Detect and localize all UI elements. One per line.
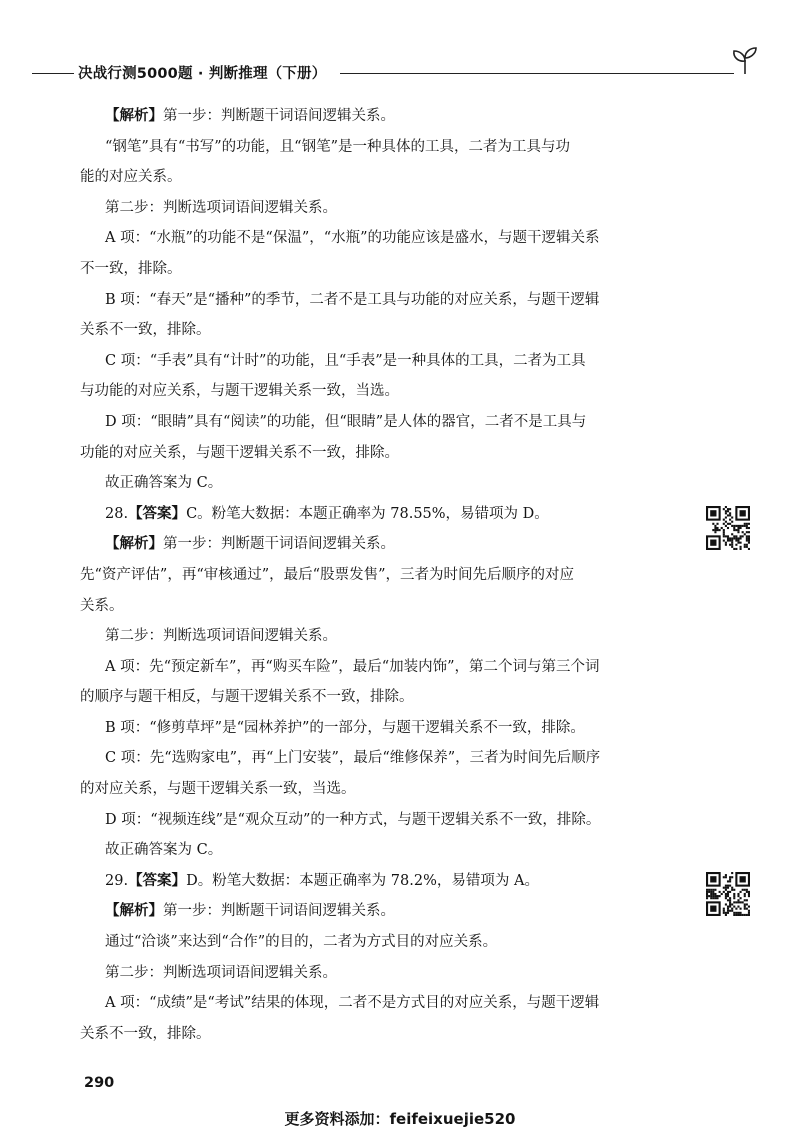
line-text: 第一步：判断题干词语间逻辑关系。: [163, 108, 395, 124]
text-line: [80, 101, 678, 132]
section-tag: 【答案】: [128, 872, 187, 889]
footer-note: 更多资料添加：feifeixuejie520: [284, 1110, 516, 1128]
section-tag: 【解析】: [105, 903, 163, 920]
text-line: [80, 743, 678, 774]
text-line: [80, 988, 678, 1019]
text-line: [80, 835, 678, 866]
line-text: B 项：“修剪草坪”是“园林养护”的一部分，与题干逻辑关系不一致，排除。: [105, 719, 585, 736]
line-text: 不一致，排除。: [80, 260, 182, 277]
line-text: 故正确答案为 C。: [105, 475, 223, 492]
line-text: 功能的对应关系，与题干逻辑关系不一致，排除。: [80, 444, 399, 461]
line-text: 的顺序与题干相反，与题干逻辑关系不一致，排除。: [80, 689, 414, 706]
line-text: A 项：“成绩”是“考试”结果的体现，二者不是方式目的对应关系，与题干逻辑: [105, 995, 600, 1012]
text-line: [80, 407, 678, 438]
line-text: 关系不一致，排除。: [80, 322, 211, 339]
text-line: [80, 652, 678, 683]
qr-code-icon: [706, 872, 750, 916]
running-header: [32, 60, 762, 90]
page-number: 290: [84, 1075, 115, 1091]
text-line: [80, 682, 678, 713]
header-rule-left: [32, 73, 74, 74]
sprout-icon: [728, 44, 762, 78]
line-text: 先“资产评估”，再“审核通过”，最后“股票发售”，三者为时间先后顺序的对应: [80, 566, 574, 583]
text-line: [80, 560, 678, 591]
text-line: [80, 958, 678, 989]
line-text: 故正确答案为 C。: [105, 842, 223, 859]
book-title: 决战行测5000题 · 判断推理（下册）: [78, 66, 327, 82]
text-line: [80, 223, 678, 254]
line-text: C 项：“手表”具有“计时”的功能，且“手表”是一种具体的工具，二者为工具: [105, 352, 586, 369]
page-body: [80, 101, 678, 1049]
text-line: [80, 346, 678, 377]
line-text: “钢笔”具有“书写”的功能，且“钢笔”是一种具体的工具，二者为工具与功: [105, 138, 570, 155]
text-line: [80, 285, 678, 316]
text-line: [80, 805, 678, 836]
line-text: 第一步：判断题干词语间逻辑关系。: [163, 536, 395, 553]
section-tag: 【答案】: [128, 505, 187, 522]
text-line: [80, 621, 678, 652]
line-text: B 项：“春天”是“播种”的季节，二者不是工具与功能的对应关系，与题干逻辑: [105, 291, 600, 308]
text-line: [80, 499, 678, 530]
text-line: [80, 896, 678, 927]
header-rule-right: [340, 73, 734, 74]
qr-code-icon: [706, 506, 750, 550]
text-line: [80, 713, 678, 744]
text-line: [80, 162, 678, 193]
text-line: [80, 315, 678, 346]
line-text: A 项：先“预定新车”，再“购买车险”，最后“加装内饰”，第二个词与第三个词: [105, 658, 600, 675]
line-text: D 项：“视频连线”是“观众互动”的一种方式，与题干逻辑关系不一致，排除。: [105, 811, 601, 828]
section-tag: 【解析】: [105, 108, 163, 124]
section-tag: 【解析】: [105, 536, 163, 553]
line-text: 关系不一致，排除。: [80, 1025, 211, 1042]
text-line: [80, 376, 678, 407]
text-line: [80, 132, 678, 163]
line-text: D。粉笔大数据：本题正确率为 78.2%，易错项为 A。: [186, 872, 539, 889]
text-line: [80, 1019, 678, 1050]
line-text: D 项：“眼睛”具有“阅读”的功能，但“眼睛”是人体的器官，二者不是工具与: [105, 413, 587, 430]
line-text: 能的对应关系。: [80, 169, 182, 186]
text-line: [80, 468, 678, 499]
line-text: 通过“洽谈”来达到“合作”的目的，二者为方式目的对应关系。: [105, 934, 498, 951]
line-text: C。粉笔大数据：本题正确率为 78.55%，易错项为 D。: [186, 505, 549, 522]
text-line: [80, 591, 678, 622]
line-text: 第二步：判断选项词语间逻辑关系。: [105, 628, 337, 645]
line-text: A 项：“水瓶”的功能不是“保温”，“水瓶”的功能应该是盛水，与题干逻辑关系: [105, 230, 600, 247]
text-line: [80, 438, 678, 469]
text-line: [80, 529, 678, 560]
text-line: [80, 927, 678, 958]
question-number: 29.: [105, 872, 129, 889]
question-number: 28.: [105, 505, 129, 522]
line-text: 第二步：判断选项词语间逻辑关系。: [105, 964, 337, 981]
text-line: [80, 774, 678, 805]
text-line: [80, 254, 678, 285]
line-text: 关系。: [80, 597, 124, 614]
line-text: 第一步：判断题干词语间逻辑关系。: [163, 903, 395, 920]
line-text: C 项：先“选购家电”，再“上门安装”，最后“维修保养”，三者为时间先后顺序: [105, 750, 601, 767]
text-line: [80, 866, 678, 897]
text-line: [80, 193, 678, 224]
line-text: 第二步：判断选项词语间逻辑关系。: [105, 199, 337, 216]
line-text: 的对应关系，与题干逻辑关系一致，当选。: [80, 781, 356, 798]
line-text: 与功能的对应关系，与题干逻辑关系一致，当选。: [80, 383, 399, 400]
